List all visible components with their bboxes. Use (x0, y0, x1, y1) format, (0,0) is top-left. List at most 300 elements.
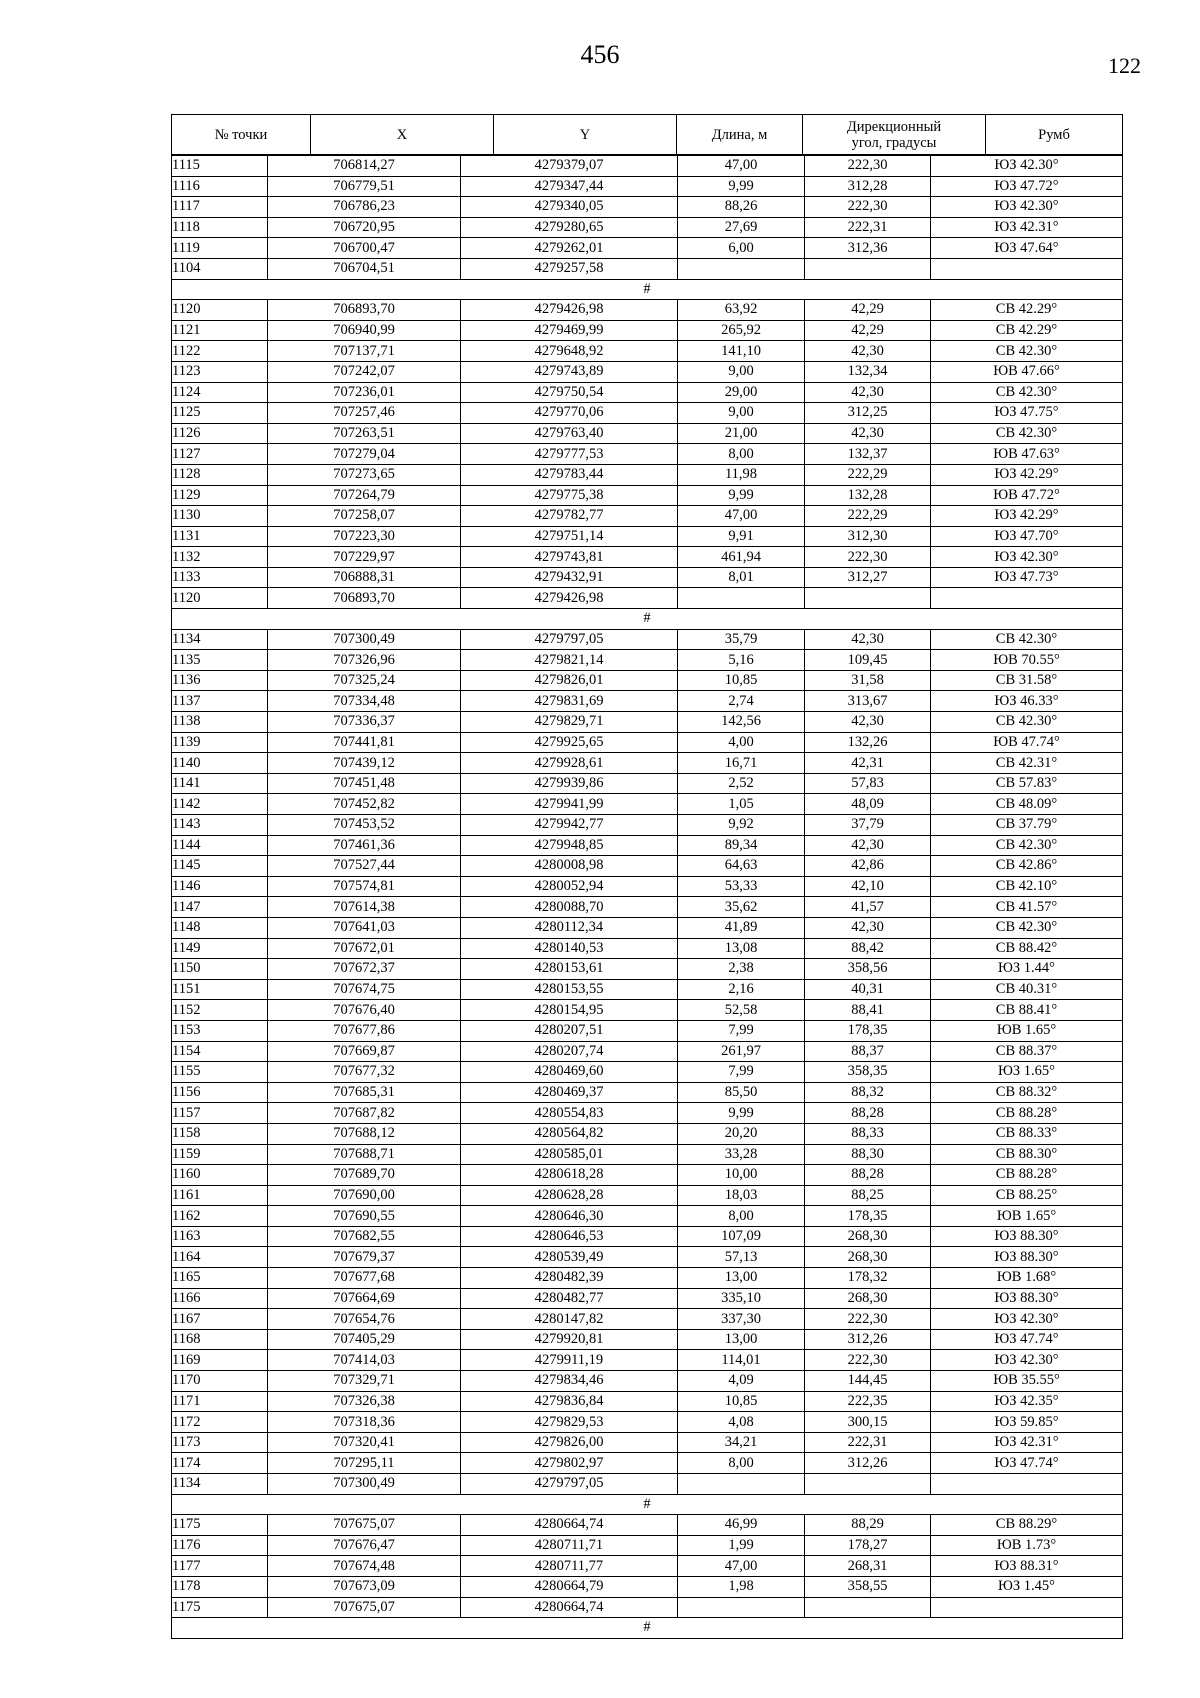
angle-cell: 358,56 (805, 959, 931, 980)
table-row (172, 176, 1123, 197)
point-cell: 1104 (172, 258, 268, 279)
y-cell: 4280153,55 (461, 979, 678, 1000)
table-row (172, 712, 1123, 733)
table-row (172, 526, 1123, 547)
point-cell: 1130 (172, 506, 268, 527)
rumb-cell: ЮВ 35.55° (931, 1371, 1123, 1392)
table-row (172, 1103, 1123, 1124)
y-cell: 4280469,60 (461, 1062, 678, 1083)
point-cell: 1128 (172, 464, 268, 485)
angle-cell: 88,28 (805, 1103, 931, 1124)
angle-cell: 42,30 (805, 917, 931, 938)
rumb-cell: ЮЗ 47.74° (931, 1329, 1123, 1350)
y-cell: 4279834,46 (461, 1371, 678, 1392)
table-row (172, 691, 1123, 712)
table-row (172, 1123, 1123, 1144)
table-row (172, 588, 1123, 609)
table-row (172, 506, 1123, 527)
rumb-cell: СВ 88.33° (931, 1123, 1123, 1144)
point-cell: 1172 (172, 1412, 268, 1433)
x-cell: 707264,79 (268, 485, 461, 506)
header-angle-line1: Дирекционный (846, 118, 942, 135)
rumb-cell: СВ 88.25° (931, 1185, 1123, 1206)
rumb-cell (931, 258, 1123, 279)
rumb-cell: СВ 40.31° (931, 979, 1123, 1000)
point-cell: 1167 (172, 1309, 268, 1330)
point-cell: 1122 (172, 341, 268, 362)
y-cell: 4279347,44 (461, 176, 678, 197)
angle-cell: 178,27 (805, 1535, 931, 1556)
rumb-cell: ЮЗ 47.75° (931, 403, 1123, 424)
x-cell: 707405,29 (268, 1329, 461, 1350)
y-cell: 4280112,34 (461, 917, 678, 938)
angle-cell: 222,30 (805, 156, 931, 177)
table-row (172, 1453, 1123, 1474)
y-cell: 4279280,65 (461, 217, 678, 238)
table-row (172, 732, 1123, 753)
table-row (172, 1576, 1123, 1597)
table-row (172, 773, 1123, 794)
angle-cell: 88,42 (805, 938, 931, 959)
y-cell: 4279941,99 (461, 794, 678, 815)
table-row (172, 403, 1123, 424)
x-cell: 707300,49 (268, 629, 461, 650)
separator-mark: # (172, 609, 1123, 630)
table-row (172, 897, 1123, 918)
table-row (172, 258, 1123, 279)
table-row (172, 1268, 1123, 1289)
x-cell: 707461,36 (268, 835, 461, 856)
y-cell: 4280153,61 (461, 959, 678, 980)
table-row (172, 1082, 1123, 1103)
point-cell: 1178 (172, 1576, 268, 1597)
table-row (172, 444, 1123, 465)
rumb-cell: СВ 88.28° (931, 1165, 1123, 1186)
separator-row (172, 1618, 1123, 1639)
rumb-cell: СВ 42.30° (931, 629, 1123, 650)
x-cell: 707326,38 (268, 1391, 461, 1412)
y-cell: 4280207,74 (461, 1041, 678, 1062)
separator-row (172, 1494, 1123, 1515)
x-cell: 707439,12 (268, 753, 461, 774)
table-row (172, 1371, 1123, 1392)
header-point: № точки (172, 115, 311, 155)
point-cell: 1162 (172, 1206, 268, 1227)
point-cell: 1168 (172, 1329, 268, 1350)
rumb-cell: СВ 88.41° (931, 1000, 1123, 1021)
y-cell: 4279782,77 (461, 506, 678, 527)
table-row (172, 876, 1123, 897)
table-row (172, 1535, 1123, 1556)
length-cell: 33,28 (678, 1144, 805, 1165)
angle-cell: 358,35 (805, 1062, 931, 1083)
angle-cell (805, 1597, 931, 1618)
angle-cell: 312,27 (805, 567, 931, 588)
point-cell: 1169 (172, 1350, 268, 1371)
table-row (172, 917, 1123, 938)
x-cell: 707690,55 (268, 1206, 461, 1227)
x-cell: 706720,95 (268, 217, 461, 238)
point-cell: 1177 (172, 1556, 268, 1577)
table-row (172, 1515, 1123, 1536)
length-cell: 64,63 (678, 856, 805, 877)
x-cell: 707336,37 (268, 712, 461, 733)
rumb-cell: СВ 42.31° (931, 753, 1123, 774)
y-cell: 4279920,81 (461, 1329, 678, 1350)
point-cell: 1125 (172, 403, 268, 424)
table-row (172, 361, 1123, 382)
x-cell: 706814,27 (268, 156, 461, 177)
length-cell: 89,34 (678, 835, 805, 856)
rumb-cell: ЮЗ 42.31° (931, 1432, 1123, 1453)
angle-cell: 268,31 (805, 1556, 931, 1577)
angle-cell: 31,58 (805, 670, 931, 691)
rumb-cell: ЮЗ 88.30° (931, 1288, 1123, 1309)
point-cell: 1121 (172, 320, 268, 341)
angle-cell: 88,29 (805, 1515, 931, 1536)
y-cell: 4279783,44 (461, 464, 678, 485)
rumb-cell: ЮЗ 42.30° (931, 156, 1123, 177)
angle-cell: 312,36 (805, 238, 931, 259)
y-cell: 4279948,85 (461, 835, 678, 856)
y-cell: 4280008,98 (461, 856, 678, 877)
point-cell: 1175 (172, 1515, 268, 1536)
x-cell: 707674,75 (268, 979, 461, 1000)
x-cell: 707676,40 (268, 1000, 461, 1021)
angle-cell (805, 1474, 931, 1495)
x-cell: 707326,96 (268, 650, 461, 671)
length-cell: 10,85 (678, 670, 805, 691)
length-cell: 1,99 (678, 1535, 805, 1556)
x-cell: 707690,00 (268, 1185, 461, 1206)
point-cell: 1141 (172, 773, 268, 794)
length-cell: 63,92 (678, 300, 805, 321)
rumb-cell: ЮЗ 59.85° (931, 1412, 1123, 1433)
y-cell: 4280154,95 (461, 1000, 678, 1021)
rumb-cell: ЮЗ 42.30° (931, 547, 1123, 568)
x-cell: 706893,70 (268, 588, 461, 609)
point-cell: 1142 (172, 794, 268, 815)
y-cell: 4279262,01 (461, 238, 678, 259)
angle-cell: 88,32 (805, 1082, 931, 1103)
x-cell: 707673,09 (268, 1576, 461, 1597)
x-cell: 707677,68 (268, 1268, 461, 1289)
length-cell: 7,99 (678, 1062, 805, 1083)
y-cell: 4279829,53 (461, 1412, 678, 1433)
y-cell: 4280482,39 (461, 1268, 678, 1289)
point-cell: 1118 (172, 217, 268, 238)
table-row (172, 1556, 1123, 1577)
angle-cell: 41,57 (805, 897, 931, 918)
length-cell: 337,30 (678, 1309, 805, 1330)
x-cell: 707677,86 (268, 1020, 461, 1041)
rumb-cell: ЮЗ 47.64° (931, 238, 1123, 259)
length-cell: 46,99 (678, 1515, 805, 1536)
x-cell: 706779,51 (268, 176, 461, 197)
x-cell: 707574,81 (268, 876, 461, 897)
y-cell: 4279942,77 (461, 815, 678, 836)
rumb-cell: ЮЗ 1.44° (931, 959, 1123, 980)
rumb-cell: СВ 42.10° (931, 876, 1123, 897)
y-cell: 4280052,94 (461, 876, 678, 897)
length-cell: 4,00 (678, 732, 805, 753)
point-cell: 1150 (172, 959, 268, 980)
rumb-cell: СВ 88.30° (931, 1144, 1123, 1165)
rumb-cell: СВ 88.32° (931, 1082, 1123, 1103)
table-row (172, 423, 1123, 444)
point-cell: 1133 (172, 567, 268, 588)
table-row (172, 1288, 1123, 1309)
rumb-cell: СВ 37.79° (931, 815, 1123, 836)
y-cell: 4279831,69 (461, 691, 678, 712)
angle-cell: 42,30 (805, 341, 931, 362)
table-row (172, 1309, 1123, 1330)
rumb-cell: СВ 42.29° (931, 320, 1123, 341)
rumb-cell: ЮВ 47.72° (931, 485, 1123, 506)
rumb-cell: ЮЗ 88.30° (931, 1226, 1123, 1247)
x-cell: 707675,07 (268, 1515, 461, 1536)
y-cell: 4279743,89 (461, 361, 678, 382)
length-cell: 9,99 (678, 485, 805, 506)
table-row (172, 938, 1123, 959)
angle-cell: 42,30 (805, 835, 931, 856)
y-cell: 4279911,19 (461, 1350, 678, 1371)
y-cell: 4280646,30 (461, 1206, 678, 1227)
table-row (172, 300, 1123, 321)
length-cell: 21,00 (678, 423, 805, 444)
table-row (172, 1391, 1123, 1412)
x-cell: 707654,76 (268, 1309, 461, 1330)
point-cell: 1146 (172, 876, 268, 897)
rumb-cell: СВ 42.29° (931, 300, 1123, 321)
table-body (171, 155, 1123, 1639)
point-cell: 1175 (172, 1597, 268, 1618)
rumb-cell: СВ 42.30° (931, 917, 1123, 938)
angle-cell: 88,28 (805, 1165, 931, 1186)
y-cell: 4279426,98 (461, 300, 678, 321)
length-cell: 2,74 (678, 691, 805, 712)
separator-row (172, 279, 1123, 300)
table-row (172, 217, 1123, 238)
header-length: Длина, м (677, 115, 803, 155)
header-x: X (311, 115, 494, 155)
table-row (172, 815, 1123, 836)
angle-cell: 132,37 (805, 444, 931, 465)
y-cell: 4280664,74 (461, 1597, 678, 1618)
rumb-cell: СВ 42.30° (931, 712, 1123, 733)
length-cell: 85,50 (678, 1082, 805, 1103)
table-row (172, 1144, 1123, 1165)
separator-mark: # (172, 1494, 1123, 1515)
angle-cell: 268,30 (805, 1226, 931, 1247)
x-cell: 707257,46 (268, 403, 461, 424)
x-cell: 707279,04 (268, 444, 461, 465)
length-cell: 2,52 (678, 773, 805, 794)
angle-cell: 268,30 (805, 1247, 931, 1268)
point-cell: 1117 (172, 197, 268, 218)
y-cell: 4280564,82 (461, 1123, 678, 1144)
rumb-cell: ЮВ 47.63° (931, 444, 1123, 465)
y-cell: 4279821,14 (461, 650, 678, 671)
rumb-cell: ЮВ 1.73° (931, 1535, 1123, 1556)
y-cell: 4279432,91 (461, 567, 678, 588)
angle-cell: 42,30 (805, 382, 931, 403)
y-cell: 4279797,05 (461, 629, 678, 650)
table-row (172, 959, 1123, 980)
length-cell: 107,09 (678, 1226, 805, 1247)
x-cell: 707688,71 (268, 1144, 461, 1165)
table-row (172, 1432, 1123, 1453)
rumb-cell (931, 1474, 1123, 1495)
x-cell: 707641,03 (268, 917, 461, 938)
y-cell: 4279770,06 (461, 403, 678, 424)
y-cell: 4279777,53 (461, 444, 678, 465)
length-cell: 57,13 (678, 1247, 805, 1268)
table-row (172, 670, 1123, 691)
angle-cell: 222,35 (805, 1391, 931, 1412)
angle-cell: 222,29 (805, 464, 931, 485)
point-cell: 1126 (172, 423, 268, 444)
point-cell: 1116 (172, 176, 268, 197)
point-cell: 1171 (172, 1391, 268, 1412)
table-row (172, 1226, 1123, 1247)
x-cell: 706888,31 (268, 567, 461, 588)
x-cell: 707263,51 (268, 423, 461, 444)
table-row (172, 794, 1123, 815)
length-cell (678, 1474, 805, 1495)
rumb-cell: ЮЗ 47.74° (931, 1453, 1123, 1474)
x-cell: 707669,87 (268, 1041, 461, 1062)
point-cell: 1120 (172, 588, 268, 609)
length-cell: 13,08 (678, 938, 805, 959)
length-cell (678, 1597, 805, 1618)
table-row (172, 1412, 1123, 1433)
y-cell: 4280207,51 (461, 1020, 678, 1041)
length-cell: 10,00 (678, 1165, 805, 1186)
length-cell: 13,00 (678, 1329, 805, 1350)
x-cell: 707677,32 (268, 1062, 461, 1083)
x-cell: 707325,24 (268, 670, 461, 691)
table-row (172, 753, 1123, 774)
y-cell: 4280088,70 (461, 897, 678, 918)
length-cell: 461,94 (678, 547, 805, 568)
length-cell: 27,69 (678, 217, 805, 238)
rumb-cell: ЮВ 1.65° (931, 1206, 1123, 1227)
rumb-cell: ЮВ 1.68° (931, 1268, 1123, 1289)
rumb-cell: СВ 42.30° (931, 382, 1123, 403)
length-cell: 9,91 (678, 526, 805, 547)
rumb-cell: ЮВ 47.74° (931, 732, 1123, 753)
y-cell: 4279939,86 (461, 773, 678, 794)
y-cell: 4279826,00 (461, 1432, 678, 1453)
table-row (172, 1329, 1123, 1350)
angle-cell: 222,30 (805, 1309, 931, 1330)
table-row (172, 1020, 1123, 1041)
rumb-cell: СВ 88.29° (931, 1515, 1123, 1536)
y-cell: 4279743,81 (461, 547, 678, 568)
y-cell: 4279829,71 (461, 712, 678, 733)
point-cell: 1120 (172, 300, 268, 321)
angle-cell: 144,45 (805, 1371, 931, 1392)
angle-cell: 222,31 (805, 217, 931, 238)
table-row (172, 1000, 1123, 1021)
x-cell: 707614,38 (268, 897, 461, 918)
rumb-cell: СВ 41.57° (931, 897, 1123, 918)
page-number-side: 122 (1108, 53, 1141, 78)
point-cell: 1163 (172, 1226, 268, 1247)
point-cell: 1176 (172, 1535, 268, 1556)
point-cell: 1135 (172, 650, 268, 671)
angle-cell: 313,67 (805, 691, 931, 712)
length-cell: 47,00 (678, 1556, 805, 1577)
y-cell: 4280140,53 (461, 938, 678, 959)
point-cell: 1173 (172, 1432, 268, 1453)
rumb-cell: ЮЗ 46.33° (931, 691, 1123, 712)
angle-cell: 88,37 (805, 1041, 931, 1062)
point-cell: 1139 (172, 732, 268, 753)
point-cell: 1159 (172, 1144, 268, 1165)
table-row (172, 320, 1123, 341)
length-cell: 142,56 (678, 712, 805, 733)
table-row (172, 485, 1123, 506)
table-row (172, 1247, 1123, 1268)
rumb-cell: ЮЗ 42.31° (931, 217, 1123, 238)
x-cell: 707236,01 (268, 382, 461, 403)
x-cell: 707334,48 (268, 691, 461, 712)
x-cell: 707242,07 (268, 361, 461, 382)
x-cell: 707258,07 (268, 506, 461, 527)
x-cell: 707441,81 (268, 732, 461, 753)
x-cell: 707664,69 (268, 1288, 461, 1309)
x-cell: 707452,82 (268, 794, 461, 815)
rumb-cell: СВ 42.30° (931, 835, 1123, 856)
separator-row (172, 609, 1123, 630)
table-row (172, 1165, 1123, 1186)
y-cell: 4279802,97 (461, 1453, 678, 1474)
angle-cell: 88,30 (805, 1144, 931, 1165)
y-cell: 4279775,38 (461, 485, 678, 506)
y-cell: 4280618,28 (461, 1165, 678, 1186)
length-cell: 13,00 (678, 1268, 805, 1289)
header-rumb: Румб (986, 115, 1123, 155)
length-cell: 35,62 (678, 897, 805, 918)
point-cell: 1115 (172, 156, 268, 177)
header-angle-line2: угол, градусы (851, 134, 937, 151)
x-cell: 707273,65 (268, 464, 461, 485)
x-cell: 707527,44 (268, 856, 461, 877)
length-cell: 4,09 (678, 1371, 805, 1392)
point-cell: 1145 (172, 856, 268, 877)
rumb-cell: СВ 88.37° (931, 1041, 1123, 1062)
point-cell: 1161 (172, 1185, 268, 1206)
length-cell (678, 588, 805, 609)
point-cell: 1124 (172, 382, 268, 403)
angle-cell: 268,30 (805, 1288, 931, 1309)
length-cell: 9,00 (678, 361, 805, 382)
point-cell: 1156 (172, 1082, 268, 1103)
length-cell: 20,20 (678, 1123, 805, 1144)
header-row (172, 115, 1123, 155)
x-cell: 707676,47 (268, 1535, 461, 1556)
length-cell: 1,98 (678, 1576, 805, 1597)
angle-cell: 88,25 (805, 1185, 931, 1206)
y-cell: 4279925,65 (461, 732, 678, 753)
angle-cell: 88,41 (805, 1000, 931, 1021)
x-cell: 706940,99 (268, 320, 461, 341)
length-cell: 10,85 (678, 1391, 805, 1412)
x-cell: 707223,30 (268, 526, 461, 547)
y-cell: 4279648,92 (461, 341, 678, 362)
